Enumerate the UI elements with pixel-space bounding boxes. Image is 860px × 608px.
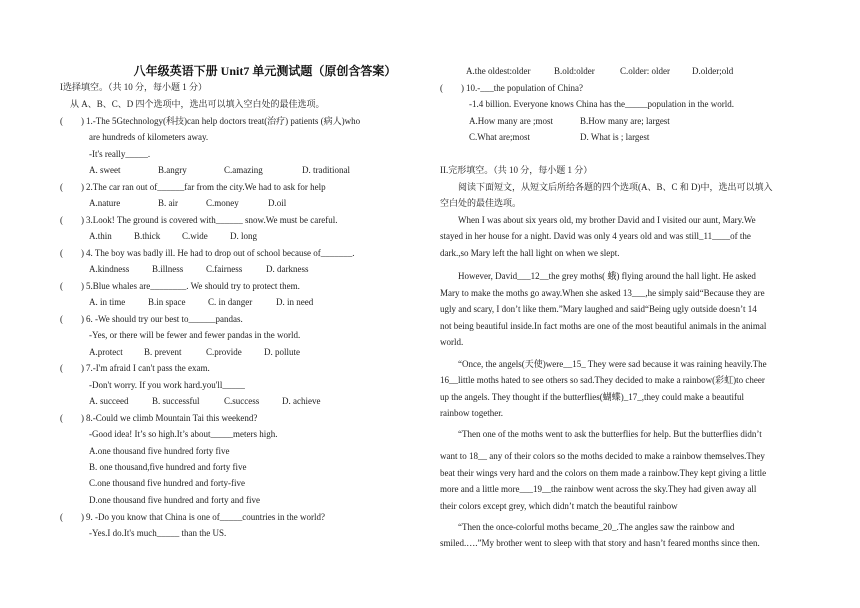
question-stem: 5.Blue whales are________. We should try to protect them.: [86, 281, 300, 291]
passage-line: When I was about six years old, my brother David and I visited our aunt, Mary.We: [458, 215, 756, 225]
option-a: A.thin: [89, 231, 112, 241]
question-stem: 8.-Could we climb Mountain Tai this weekend?: [86, 413, 258, 423]
option-d: D. pollute: [264, 347, 300, 357]
answer-paren: ( ): [60, 281, 84, 291]
question-stem: 7.-I'm afraid I can't pass the exam.: [86, 363, 210, 373]
passage-line: up the angels. They thought if the butterflies(蝴蝶)_17_,they could make a beautiful: [440, 392, 745, 402]
option-b: B.in space: [148, 297, 186, 307]
question-stem-cont: -Yes.I do.It's much_____ than the US.: [89, 528, 227, 538]
option-d: D. in need: [276, 297, 314, 307]
answer-paren: ( ): [60, 116, 84, 126]
passage-line: rainbow together.: [440, 408, 503, 418]
question-stem: 6. -We should try our best to______pandas.: [86, 314, 243, 324]
question-stem-cont: -It's really_____.: [89, 149, 151, 159]
passage-line: Mary to make the moths go away.When she asked 13___,he simply said“Because they are: [440, 288, 765, 298]
question-stem: 3.Look! The ground is covered with______ snow.We must be careful.: [86, 215, 338, 225]
option-d: D.oil: [268, 198, 287, 208]
option-c: C.fairness: [206, 264, 243, 274]
option-b: B.illness: [152, 264, 184, 274]
passage-line: ugly and scary, I don’t like them.”Mary laughed and said“Being ugly outside doesn’t 14: [440, 304, 757, 314]
answer-paren: ( ): [60, 215, 84, 225]
passage-line: more and a little more___19__the rainbow went across the sky.They had given away all: [440, 484, 757, 494]
answer-paren: ( ): [440, 83, 464, 93]
option-d: D.one thousand five hundred and forty and five: [89, 495, 260, 505]
section2-instruction-cont: 空白处的最佳选项。: [440, 198, 522, 208]
page-title: 八年级英语下册 Unit7 单元测试题（原创含答案）: [133, 64, 397, 78]
question-stem-cont: -Good idea! It’s so high.It’s about_____meters high.: [89, 429, 278, 439]
option-d: D.older;old: [692, 66, 734, 76]
option-b: B.angry: [158, 165, 187, 175]
answer-paren: ( ): [60, 248, 84, 258]
option-a: A.protect: [89, 347, 123, 357]
passage-line: “Once, the angels(天使)were__15_ They were sad because it was raining heavily.The: [458, 359, 767, 369]
passage-line: “Then the once-colorful moths became_20_.The angles saw the rainbow and: [458, 522, 735, 532]
question-stem: 4. The boy was badly ill. He had to drop out of school because of_______.: [86, 248, 355, 258]
option-b: B. successful: [152, 396, 200, 406]
option-c: C.success: [224, 396, 260, 406]
option-a: A. in time: [89, 297, 126, 307]
option-c: C.wide: [182, 231, 208, 241]
option-b: B. air: [158, 198, 178, 208]
option-b: B. one thousand,five hundred and forty five: [89, 462, 247, 472]
option-c: C.older: older: [620, 66, 670, 76]
passage-line: smiled.….”My brother went to sleep with that story and hasn’t feared months since then.: [440, 538, 760, 548]
option-b: B.thick: [134, 231, 161, 241]
passage-line: However, David___12__the grey moths( 蛾) flying around the hall light. He asked: [458, 271, 756, 281]
option-c: C.money: [206, 198, 239, 208]
option-d: D. achieve: [282, 396, 321, 406]
option-a: A. succeed: [89, 396, 129, 406]
option-d: D. long: [230, 231, 257, 241]
option-c: C.amazing: [224, 165, 263, 175]
passage-line: stayed in her house for a night. David was only 4 years old and was still_11____of the: [440, 231, 751, 241]
answer-paren: ( ): [60, 314, 84, 324]
option-c: C. in danger: [208, 297, 253, 307]
option-a: A. sweet: [89, 165, 121, 175]
question-stem: 10.-___the population of China?: [466, 83, 583, 93]
option-b: B. prevent: [144, 347, 182, 357]
question-stem-cont: are hundreds of kilometers away.: [89, 132, 209, 142]
passage-line: not being beautiful inside.In fact moths are one of the most beautiful animals in the animal: [440, 321, 767, 331]
answer-paren: ( ): [60, 363, 84, 373]
passage-line: want to 18__ any of their colors so the moths decided to make a rainbow themselves.They: [440, 451, 765, 461]
option-a: A.the oldest:older: [466, 66, 531, 76]
option-b: B.How many are; largest: [580, 116, 670, 126]
section2-instruction: 阅读下面短文，从短文后所给各题的四个选项(A、B、C 和 D)中，选出可以填入: [458, 182, 773, 192]
question-stem-cont: -Don't worry. If you work hard.you'll_____: [89, 380, 245, 390]
passage-line: 16__little moths hated to see others so sad.They decided to make a rainbow(彩虹)to cheer: [440, 375, 765, 385]
passage-line: beat their wings very hard and the colors on them made a rainbow.They kept giving a little: [440, 468, 767, 478]
option-c: C.provide: [206, 347, 242, 357]
answer-paren: ( ): [60, 512, 84, 522]
question-stem: 9. -Do you know that China is one of_____countries in the world?: [86, 512, 325, 522]
question-stem: 2.The car ran out of______far from the city.We had to ask for help: [86, 182, 326, 192]
section2-header: II.完形填空。（共 10 分，每小题 1 分）: [440, 165, 593, 175]
passage-line: their colors except grey, which didn’t match the beautiful rainbow: [440, 501, 678, 511]
option-c: C.What are;most: [469, 132, 530, 142]
passage-line: world.: [440, 337, 464, 347]
question-stem: 1.-The 5Gtechnology(科技)can help doctors treat(治疗) patients (病人)who: [86, 116, 361, 126]
answer-paren: ( ): [60, 413, 84, 423]
passage-line: “Then one of the moths went to ask the butterflies for help. But the butterflies didn’t: [458, 429, 762, 439]
section1-header: I选择填空。（共 10 分，每小题 1 分）: [60, 82, 207, 92]
section1-instruction: 从 A、B、C、D 四个选项中，选出可以填入空白处的最佳选项。: [70, 99, 325, 109]
option-d: D. What is ; largest: [580, 132, 650, 142]
option-d: D. darkness: [266, 264, 309, 274]
question-stem-cont: -1.4 billion. Everyone knows China has the_____population in the world.: [469, 99, 734, 109]
passage-line: dark.,so Mary left the hall light on when we slept.: [440, 248, 620, 258]
option-a: A.kindness: [89, 264, 130, 274]
option-a: A.How many are ;most: [469, 116, 553, 126]
option-c: C.one thousand five hundred and forty-five: [89, 478, 245, 488]
option-a: A.nature: [89, 198, 121, 208]
option-b: B.old:older: [554, 66, 595, 76]
answer-paren: ( ): [60, 182, 84, 192]
question-stem-cont: -Yes, or there will be fewer and fewer pandas in the world.: [89, 330, 301, 340]
option-d: D. traditional: [302, 165, 350, 175]
option-a: A.one thousand five hundred forty five: [89, 446, 230, 456]
